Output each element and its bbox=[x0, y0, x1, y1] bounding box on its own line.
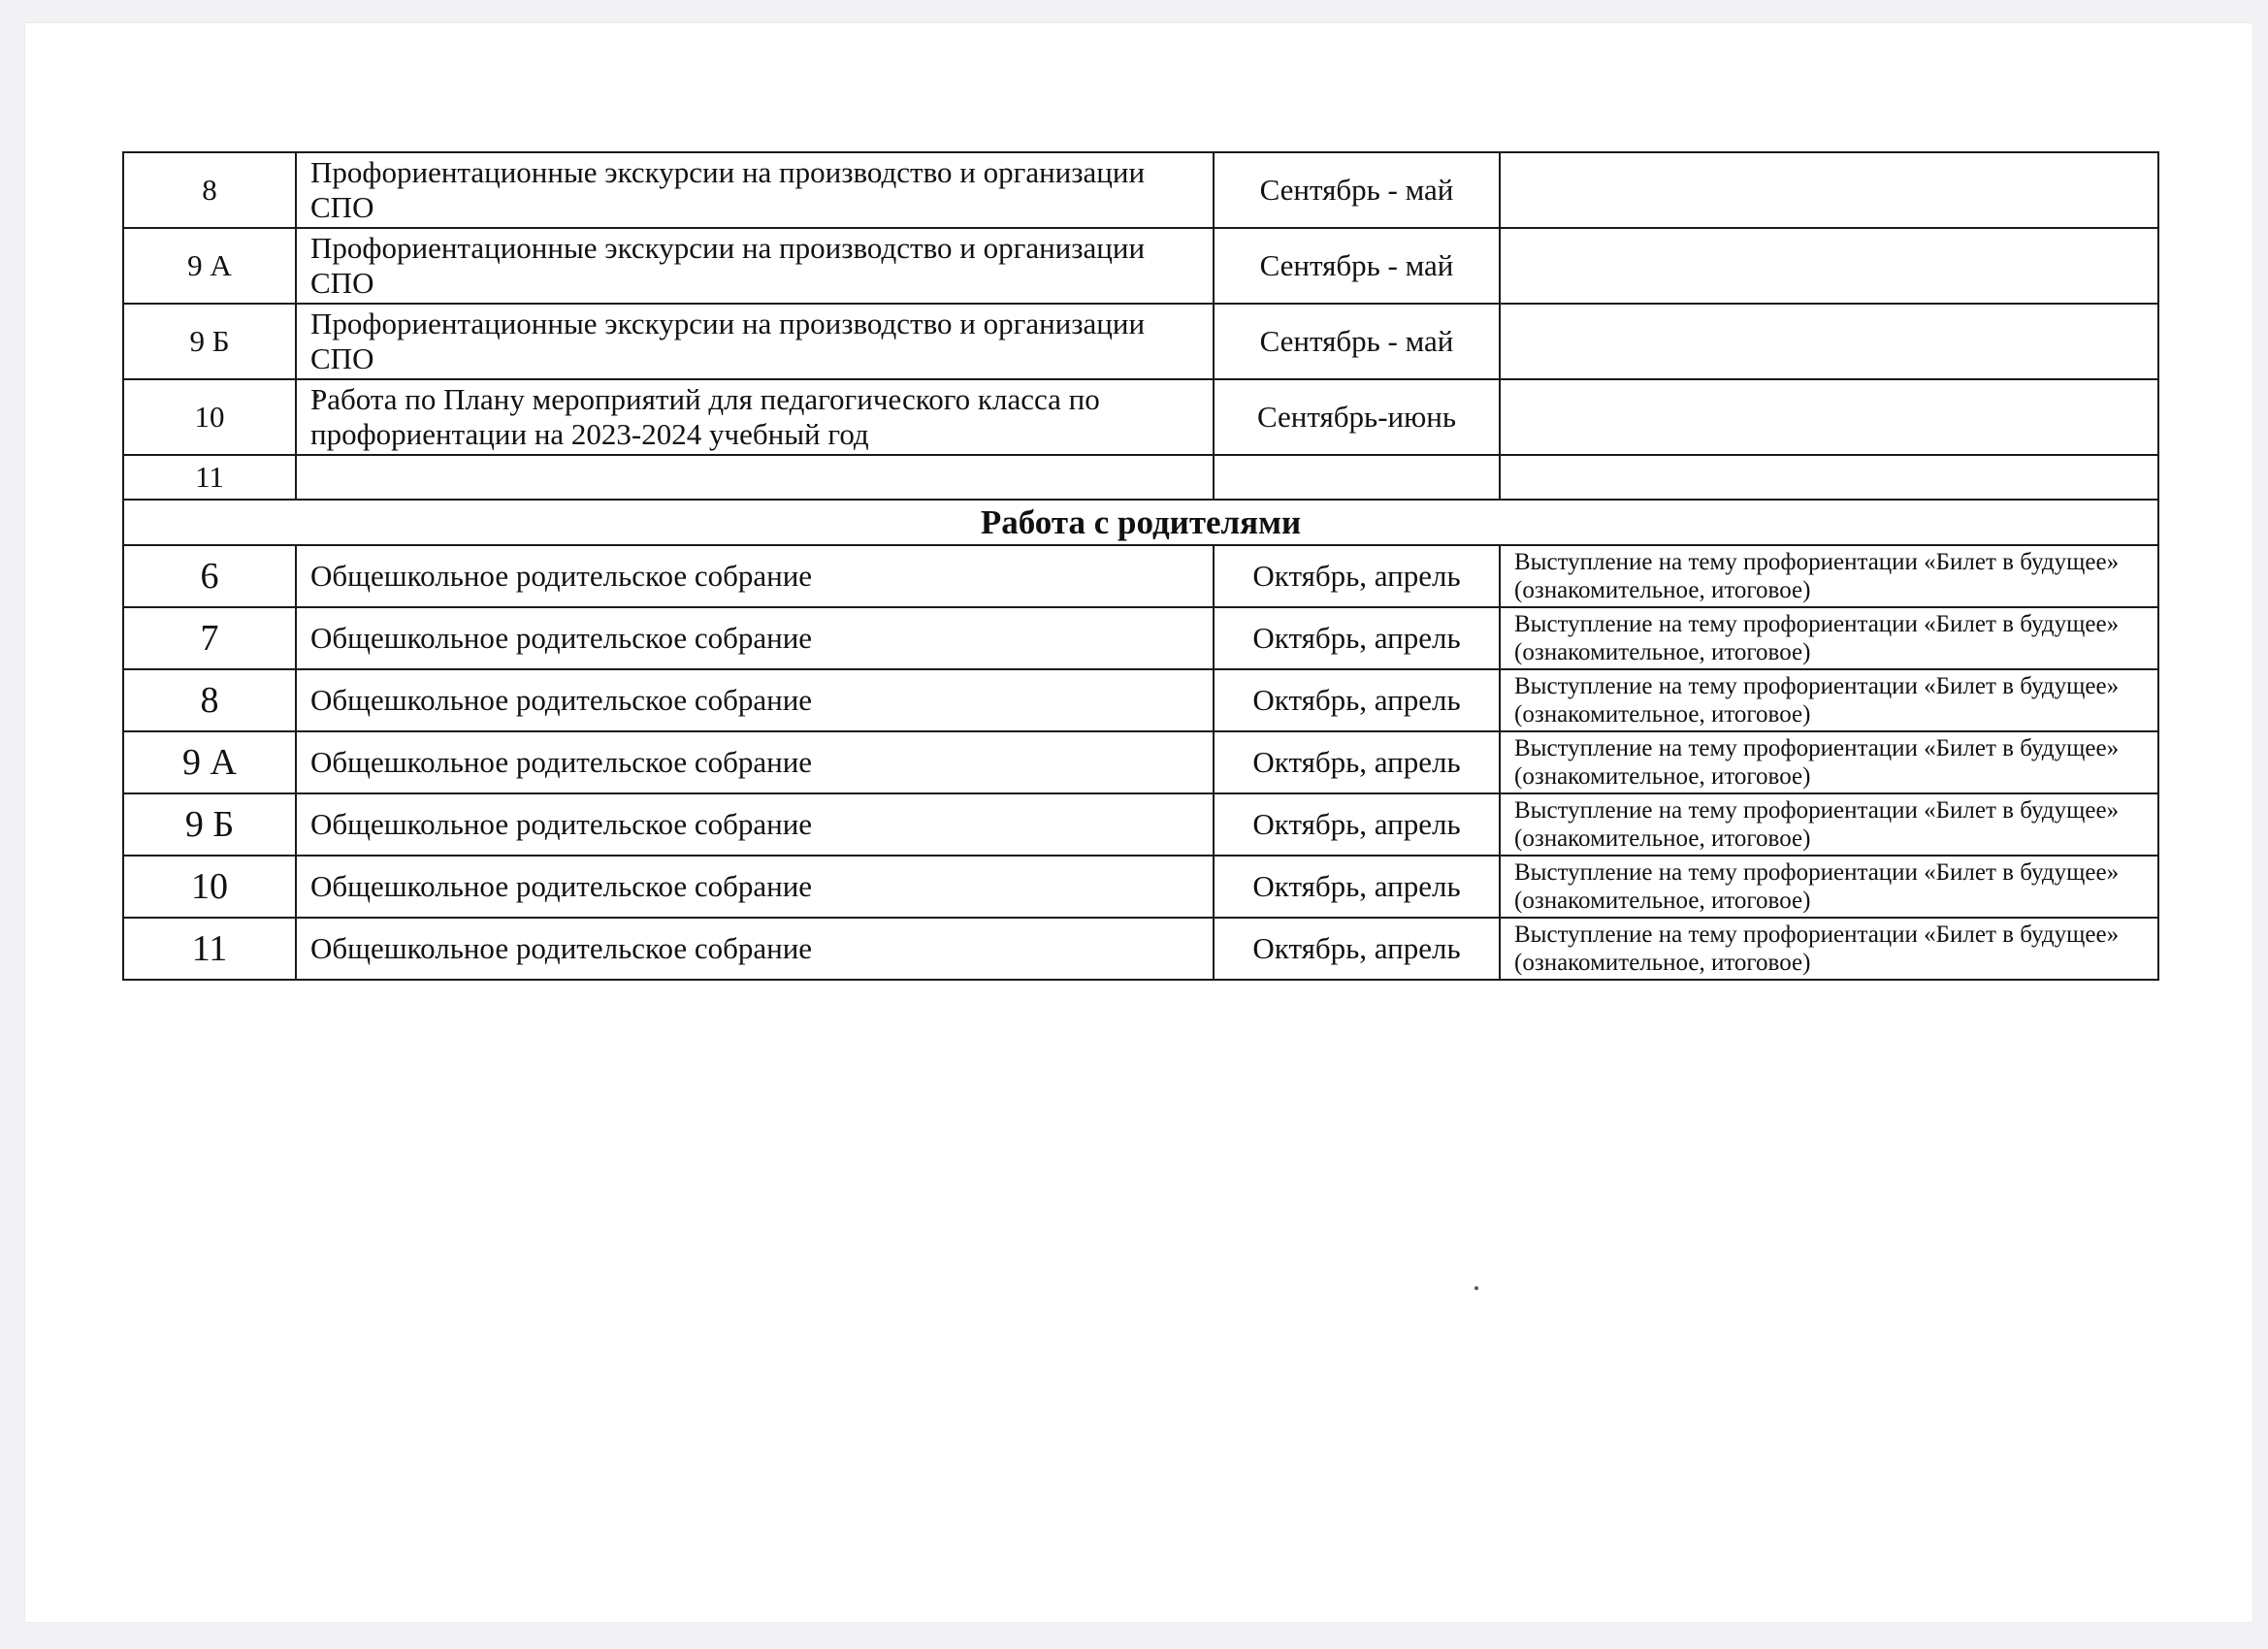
note-cell bbox=[1500, 379, 2158, 455]
event-cell: Общешкольное родительское собрание bbox=[296, 731, 1214, 793]
event-cell: Общешкольное родительское собрание bbox=[296, 793, 1214, 856]
note-cell: Выступление на тему профориентации «Билет в будущее» (ознакомительное, итоговое) bbox=[1500, 918, 2158, 980]
term-cell: Сентябрь - май bbox=[1214, 228, 1500, 304]
table-row bbox=[123, 545, 2158, 607]
table-row bbox=[123, 856, 2158, 918]
table-row bbox=[123, 379, 2158, 455]
table-row bbox=[123, 455, 2158, 500]
note-cell: Выступление на тему профориентации «Билет в будущее» (ознакомительное, итоговое) bbox=[1500, 856, 2158, 918]
table-row bbox=[123, 607, 2158, 669]
class-cell: 9 А bbox=[123, 731, 296, 793]
event-cell: Общешкольное родительское собрание bbox=[296, 856, 1214, 918]
class-cell: 8 bbox=[123, 669, 296, 731]
event-cell: Общешкольное родительское собрание bbox=[296, 918, 1214, 980]
note-cell bbox=[1500, 228, 2158, 304]
event-cell: Профориентационные экскурсии на производство и организации СПО bbox=[296, 304, 1214, 379]
table-row bbox=[123, 304, 2158, 379]
event-cell: Общешкольное родительское собрание bbox=[296, 607, 1214, 669]
term-cell: Сентябрь - май bbox=[1214, 304, 1500, 379]
note-cell bbox=[1500, 152, 2158, 228]
note-cell: Выступление на тему профориентации «Билет в будущее» (ознакомительное, итоговое) bbox=[1500, 793, 2158, 856]
table-row bbox=[123, 669, 2158, 731]
term-cell: Сентябрь-июнь bbox=[1214, 379, 1500, 455]
event-cell: Работа по Плану мероприятий для педагогического класса по профориентации на 2023-2024 учебный год bbox=[296, 379, 1214, 455]
section-title: Работа с родителями bbox=[123, 500, 2158, 545]
class-cell: 8 bbox=[123, 152, 296, 228]
table-row bbox=[123, 228, 2158, 304]
term-cell: Октябрь, апрель bbox=[1214, 669, 1500, 731]
note-cell bbox=[1500, 455, 2158, 500]
term-cell bbox=[1214, 455, 1500, 500]
class-cell: 11 bbox=[123, 455, 296, 500]
note-cell: Выступление на тему профориентации «Билет в будущее» (ознакомительное, итоговое) bbox=[1500, 607, 2158, 669]
term-cell: Октябрь, апрель bbox=[1214, 607, 1500, 669]
term-cell: Сентябрь - май bbox=[1214, 152, 1500, 228]
class-cell: 11 bbox=[123, 918, 296, 980]
note-cell: Выступление на тему профориентации «Билет в будущее» (ознакомительное, итоговое) bbox=[1500, 545, 2158, 607]
class-cell: 9 Б bbox=[123, 793, 296, 856]
table-row bbox=[123, 731, 2158, 793]
term-cell: Октябрь, апрель bbox=[1214, 918, 1500, 980]
note-cell: Выступление на тему профориентации «Билет в будущее» (ознакомительное, итоговое) bbox=[1500, 669, 2158, 731]
note-cell: Выступление на тему профориентации «Билет в будущее» (ознакомительное, итоговое) bbox=[1500, 731, 2158, 793]
event-cell: Общешкольное родительское собрание bbox=[296, 669, 1214, 731]
event-cell bbox=[296, 455, 1214, 500]
table-row bbox=[123, 152, 2158, 228]
class-cell: 9 А bbox=[123, 228, 296, 304]
class-cell: 10 bbox=[123, 379, 296, 455]
table-row bbox=[123, 918, 2158, 980]
activity-plan-table bbox=[122, 151, 2159, 981]
class-cell: 7 bbox=[123, 607, 296, 669]
event-cell: Общешкольное родительское собрание bbox=[296, 545, 1214, 607]
scan-speck bbox=[1474, 1286, 1478, 1290]
note-cell bbox=[1500, 304, 2158, 379]
term-cell: Октябрь, апрель bbox=[1214, 793, 1500, 856]
class-cell: 6 bbox=[123, 545, 296, 607]
term-cell: Октябрь, апрель bbox=[1214, 545, 1500, 607]
event-cell: Профориентационные экскурсии на производство и организации СПО bbox=[296, 152, 1214, 228]
section-header-row bbox=[123, 500, 2158, 545]
class-cell: 9 Б bbox=[123, 304, 296, 379]
term-cell: Октябрь, апрель bbox=[1214, 856, 1500, 918]
event-cell: Профориентационные экскурсии на производство и организации СПО bbox=[296, 228, 1214, 304]
class-cell: 10 bbox=[123, 856, 296, 918]
term-cell: Октябрь, апрель bbox=[1214, 731, 1500, 793]
table-row bbox=[123, 793, 2158, 856]
